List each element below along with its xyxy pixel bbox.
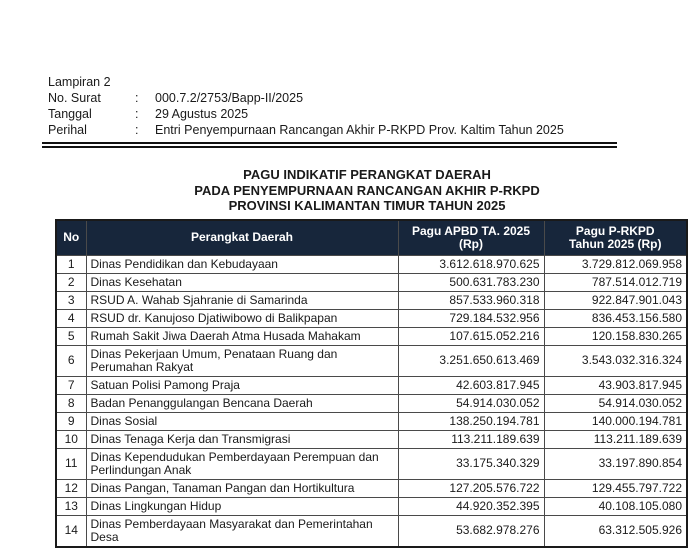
pagu-prkpd-value: 129.455.797.722 <box>544 479 687 497</box>
lampiran-label: Lampiran 2 <box>48 75 111 89</box>
pagu-apbd-value: 44.920.352.395 <box>398 497 544 515</box>
row-number: 1 <box>56 255 86 273</box>
row-number: 14 <box>56 515 86 547</box>
agency-name: Dinas Kependudukan Pemberdayaan Perempuan dan Perlindungan Anak <box>86 448 398 479</box>
table-row <box>56 412 687 430</box>
title-line-1: PAGU INDIKATIF PERANGKAT DAERAH <box>243 167 491 182</box>
table-row <box>56 255 687 273</box>
agency-name: Dinas Pekerjaan Umum, Penataan Ruang dan Perumahan Rakyat <box>86 345 398 376</box>
pagu-apbd-value: 107.615.052.216 <box>398 327 544 345</box>
agency-name: Dinas Tenaga Kerja dan Transmigrasi <box>86 430 398 448</box>
column-header-pagu-apbd <box>398 220 544 256</box>
pagu-apbd-value: 113.211.189.639 <box>398 430 544 448</box>
letter-header <box>48 74 686 138</box>
table-row <box>56 291 687 309</box>
pagu-apbd-value: 3.251.650.613.469 <box>398 345 544 376</box>
row-number: 10 <box>56 430 86 448</box>
row-number: 5 <box>56 327 86 345</box>
header-line: Pagu P-RKPD <box>575 223 655 238</box>
pagu-indikatif-table <box>55 219 688 548</box>
field-label: Perihal <box>48 123 87 137</box>
table-row <box>56 430 687 448</box>
field-label: No. Surat <box>48 91 101 105</box>
pagu-apbd-value: 33.175.340.329 <box>398 448 544 479</box>
pagu-prkpd-value: 40.108.105.080 <box>544 497 687 515</box>
pagu-apbd-value: 127.205.576.722 <box>398 479 544 497</box>
field-label: Tanggal <box>48 107 92 121</box>
table-row <box>56 394 687 412</box>
column-header-perangkat-daerah: Perangkat Daerah <box>86 220 398 256</box>
agency-name: Dinas Pangan, Tanaman Pangan dan Hortikultura <box>86 479 398 497</box>
letter-field-tanggal <box>48 106 686 122</box>
table-row <box>56 327 687 345</box>
pagu-prkpd-value: 43.903.817.945 <box>544 376 687 394</box>
agency-name: Dinas Sosial <box>86 412 398 430</box>
agency-name: Dinas Lingkungan Hidup <box>86 497 398 515</box>
table-row <box>56 376 687 394</box>
pagu-prkpd-value: 3.543.032.316.324 <box>544 345 687 376</box>
agency-name: Dinas Kesehatan <box>86 273 398 291</box>
pagu-prkpd-value: 113.211.189.639 <box>544 430 687 448</box>
header-line: (Rp) <box>459 236 483 251</box>
agency-name: RSUD dr. Kanujoso Djatiwibowo di Balikpapan <box>86 309 398 327</box>
pagu-prkpd-value: 787.514.012.719 <box>544 273 687 291</box>
table-row <box>56 448 687 479</box>
field-colon: : <box>135 123 139 137</box>
field-colon: : <box>135 107 139 121</box>
field-value: 29 Agustus 2025 <box>155 107 249 121</box>
table-row <box>56 345 687 376</box>
pagu-prkpd-value: 922.847.901.043 <box>544 291 687 309</box>
pagu-apbd-value: 3.612.618.970.625 <box>398 255 544 273</box>
agency-name: RSUD A. Wahab Sjahranie di Samarinda <box>86 291 398 309</box>
letter-field-perihal <box>48 122 686 138</box>
pagu-prkpd-value: 140.000.194.781 <box>544 412 687 430</box>
table-row <box>56 273 687 291</box>
pagu-apbd-value: 42.603.817.945 <box>398 376 544 394</box>
row-number: 7 <box>56 376 86 394</box>
pagu-apbd-value: 138.250.194.781 <box>398 412 544 430</box>
row-number: 4 <box>56 309 86 327</box>
pagu-prkpd-value: 63.312.505.926 <box>544 515 687 547</box>
header-line: Tahun 2025 (Rp) <box>569 236 662 251</box>
title-line-3: PROVINSI KALIMANTAN TIMUR TAHUN 2025 <box>228 198 506 213</box>
agency-name: Dinas Pemberdayaan Masyarakat dan Pemerintahan Desa <box>86 515 398 547</box>
title-line-2: PADA PENYEMPURNAAN RANCANGAN AKHIR P-RKPD <box>194 182 540 198</box>
agency-name: Satuan Polisi Pamong Praja <box>86 376 398 394</box>
header-line: Pagu APBD TA. 2025 <box>411 223 531 238</box>
pagu-prkpd-value: 3.729.812.069.958 <box>544 255 687 273</box>
row-number: 8 <box>56 394 86 412</box>
row-number: 2 <box>56 273 86 291</box>
table-row <box>56 497 687 515</box>
agency-name: Badan Penanggulangan Bencana Daerah <box>86 394 398 412</box>
row-number: 3 <box>56 291 86 309</box>
table-header-row <box>56 220 687 256</box>
row-number: 13 <box>56 497 86 515</box>
letter-field-no-surat <box>48 90 686 106</box>
pagu-table-body <box>56 255 687 547</box>
column-header-no: No <box>56 220 86 256</box>
field-value: 000.7.2/2753/Bapp-II/2025 <box>155 91 304 105</box>
pagu-prkpd-value: 33.197.890.854 <box>544 448 687 479</box>
document-title <box>48 167 686 214</box>
table-row <box>56 309 687 327</box>
row-number: 12 <box>56 479 86 497</box>
agency-name: Rumah Sakit Jiwa Daerah Atma Husada Mahakam <box>86 327 398 345</box>
pagu-apbd-value: 54.914.030.052 <box>398 394 544 412</box>
field-colon: : <box>135 91 139 105</box>
table-row <box>56 515 687 547</box>
pagu-prkpd-value: 54.914.030.052 <box>544 394 687 412</box>
pagu-apbd-value: 500.631.783.230 <box>398 273 544 291</box>
pagu-apbd-value: 53.682.978.276 <box>398 515 544 547</box>
column-header-pagu-prkpd <box>544 220 687 256</box>
field-value: Entri Penyempurnaan Rancangan Akhir P-RKPD Prov. Kaltim Tahun 2025 <box>155 123 564 137</box>
pagu-prkpd-value: 120.158.830.265 <box>544 327 687 345</box>
pagu-apbd-value: 857.533.960.318 <box>398 291 544 309</box>
agency-name: Dinas Pendidikan dan Kebudayaan <box>86 255 398 273</box>
row-number: 11 <box>56 448 86 479</box>
row-number: 6 <box>56 345 86 376</box>
row-number: 9 <box>56 412 86 430</box>
pagu-prkpd-value: 836.453.156.580 <box>544 309 687 327</box>
pagu-apbd-value: 729.184.532.956 <box>398 309 544 327</box>
double-line-divider <box>42 142 617 148</box>
table-row <box>56 479 687 497</box>
